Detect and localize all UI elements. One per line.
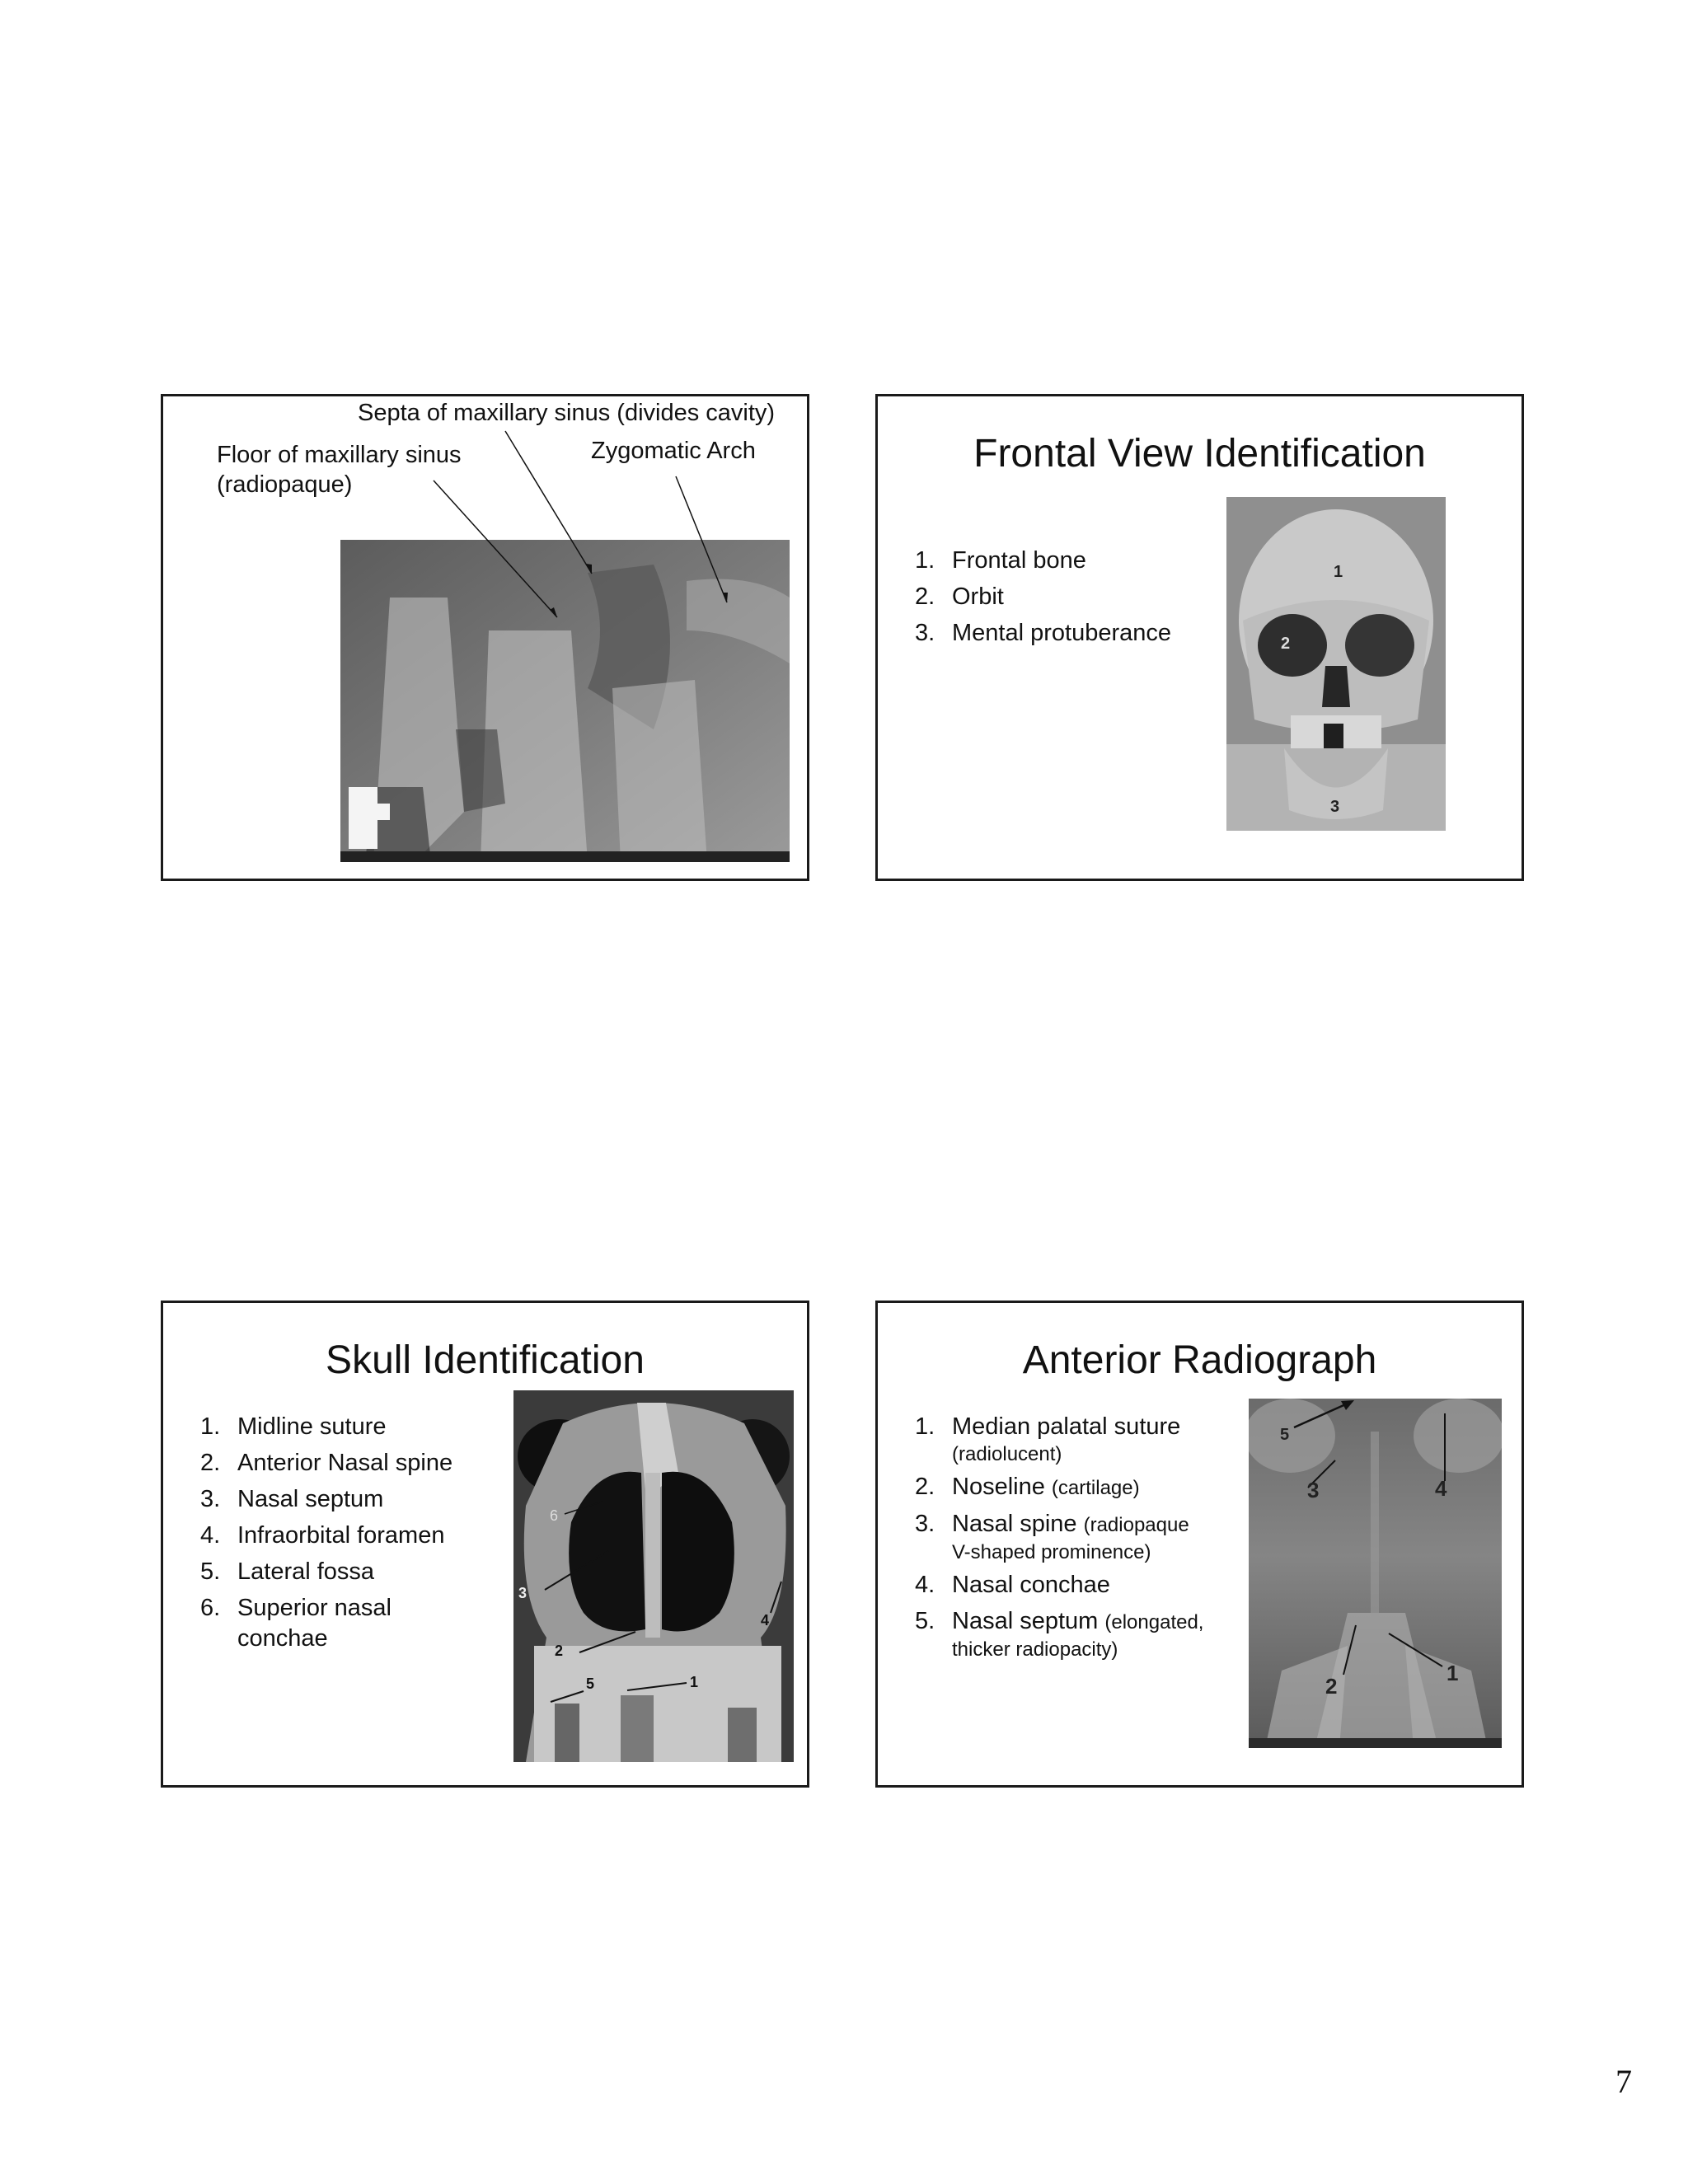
list-item: 3. Mental protuberance [915,620,1171,646]
svg-text:2: 2 [1281,635,1291,653]
frontal-view-list [915,542,1171,651]
slide-title: Frontal View Identification [973,432,1426,476]
slide-frontal-view [875,394,1524,881]
anterior-radiograph-image [1249,1399,1502,1748]
slide-anterior-radiograph [875,1301,1524,1788]
svg-text:3: 3 [1307,1478,1320,1502]
anterior-radiograph-list [915,1412,1203,1661]
svg-text:2: 2 [1325,1674,1338,1699]
svg-text:5: 5 [1280,1426,1290,1444]
svg-text:1: 1 [1334,563,1343,581]
skull-frontal-image [1226,497,1446,831]
list-item: 5. Nasal septum (elongated, thicker radiopacity) [915,1608,1204,1661]
list-item: 2. Noseline (cartilage) [915,1474,1140,1500]
list-item: 1. Midline suture [200,1413,387,1440]
list-item: 2. Orbit [915,583,1004,610]
slide1-pointer-lines [163,396,812,883]
svg-text:2: 2 [555,1643,564,1659]
list-item: 3. Nasal spine (radiopaque V-shaped prominence) [915,1511,1189,1563]
list-item: 5. Lateral fossa [200,1558,375,1585]
page-number: 7 [1615,2063,1632,2100]
slide-title: Anterior Radiograph [1022,1338,1377,1382]
list-item: 1. Frontal bone [915,547,1086,574]
list-item: 6. Superior nasal conchae [200,1595,392,1652]
svg-text:3: 3 [1330,798,1340,816]
label-septa: Septa of maxillary sinus (divides cavity) [358,400,776,426]
slide-skull-identification [161,1301,809,1788]
slide-title: Skull Identification [326,1338,645,1382]
svg-text:4: 4 [761,1612,770,1629]
label-zygomatic: Zygomatic Arch [591,438,756,464]
svg-text:5: 5 [586,1675,595,1692]
list-item: 4. Nasal conchae [915,1572,1110,1598]
skull-identification-list [200,1412,452,1654]
svg-text:3: 3 [518,1585,528,1601]
svg-text:1: 1 [690,1674,699,1690]
list-item: 1. Median palatal suture (radiolucent) [915,1413,1181,1465]
slide-maxillary-sinus [161,394,809,881]
skull-nasal-image [513,1390,794,1762]
list-item: 3. Nasal septum [200,1486,384,1512]
svg-text:6: 6 [550,1507,559,1524]
list-item: 4. Infraorbital foramen [200,1522,445,1549]
svg-text:4: 4 [1435,1476,1447,1501]
list-item: 2. Anterior Nasal spine [200,1450,453,1476]
label-floor-line1: Floor of maxillary sinus [217,442,462,468]
svg-text:1: 1 [1447,1661,1459,1685]
label-floor-line2: (radiopaque) [217,471,353,498]
